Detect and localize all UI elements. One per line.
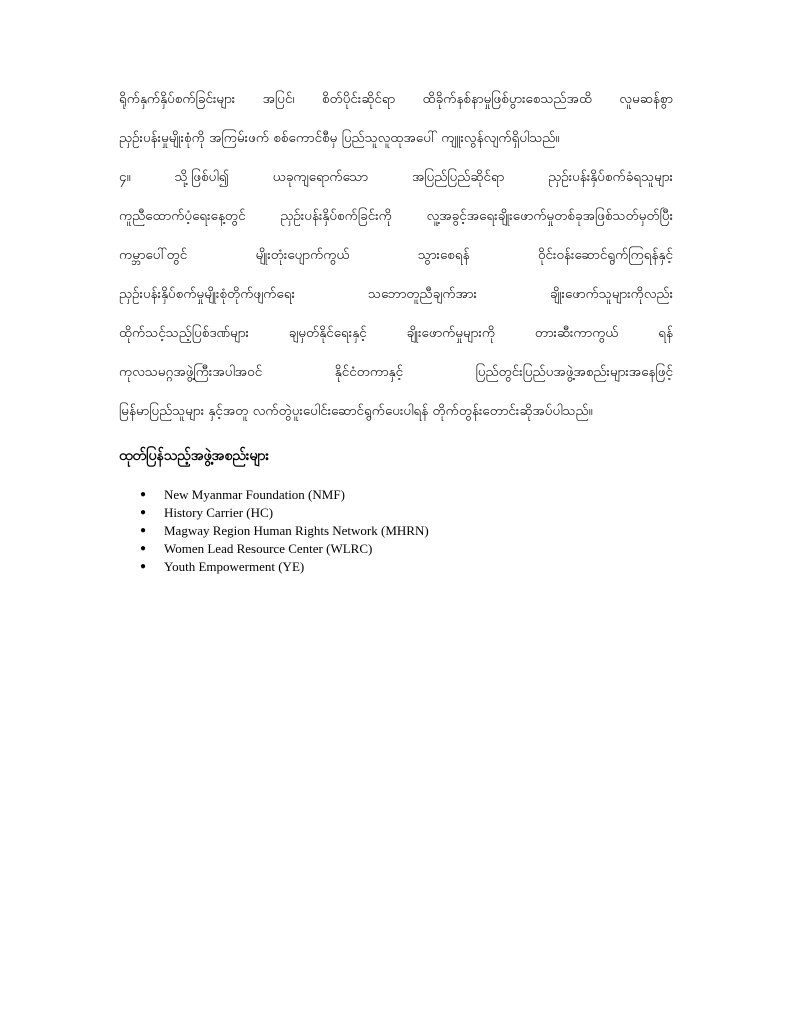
issuing-organizations-heading: ထုတ်ပြန်သည့်အဖွဲ့အစည်းများ xyxy=(119,448,270,464)
organization-list-item xyxy=(140,540,429,558)
paragraph-line xyxy=(119,80,673,119)
organization-list-item xyxy=(140,558,429,576)
paragraph-line xyxy=(119,119,673,158)
bullet-icon: ● xyxy=(140,525,147,536)
organization-name: Women Lead Resource Center (WLRC) xyxy=(164,541,373,556)
bullet-icon: ● xyxy=(140,561,147,572)
paragraph-word: အပြင်၊ xyxy=(262,91,295,107)
organization-name: Magway Region Human Rights Network (MHRN) xyxy=(164,523,429,538)
paragraph-word: ပြည်တွင်းပြည်ပအဖွဲ့အစည်းများအနေဖြင့် xyxy=(475,364,673,380)
paragraph-word: ထိုက်သင့်သည့်ပြစ်ဒဏ်များ xyxy=(119,325,249,341)
organization-name: Youth Empowerment (YE) xyxy=(164,559,305,574)
paragraph-word: ညှဉ်းပန်းနှိပ်စက်မှုမျိုးစုံတိုက်ဖျက်ရေး xyxy=(119,286,296,302)
paragraph-word: စိတ်ပိုင်းဆိုင်ရာ xyxy=(322,91,396,107)
organization-name: History Carrier (HC) xyxy=(164,505,274,520)
paragraph-word: ညှဉ်းပန်းနှိပ်စက်ခံရသူများ xyxy=(548,169,673,185)
paragraph-word: မျိုးတုံးပျောက်ကွယ် xyxy=(255,247,350,263)
paragraph-word: သွားစေရန် xyxy=(417,247,470,263)
paragraph-word: ကမ္ဘာပေါ်တွင် xyxy=(119,247,188,263)
paragraph-line xyxy=(119,275,673,314)
paragraph-word: တားဆီးကာကွယ် xyxy=(534,325,619,341)
paragraph-line xyxy=(119,392,673,431)
paragraph-line xyxy=(119,197,673,236)
paragraph-word: ရန် xyxy=(658,325,673,341)
bullet-icon: ● xyxy=(140,507,147,518)
paragraph-word: ကုလသမဂ္ဂအဖွဲ့ကြီးအပါအဝင် xyxy=(119,364,263,380)
paragraph-word: အပြည်ပြည်ဆိုင်ရာ xyxy=(411,169,505,185)
paragraph-word: ရိုက်နှက်နှိပ်စက်ခြင်းများ xyxy=(119,91,236,107)
paragraph-line xyxy=(119,236,673,275)
paragraph-word: ဝိုင်းဝန်းဆောင်ရွက်ကြရန်နှင့် xyxy=(537,247,673,263)
paragraph-word: ချိုးဖောက်သူများကိုလည်း xyxy=(549,286,673,302)
organization-list xyxy=(140,486,429,576)
paragraph-line xyxy=(119,314,673,353)
statement-paragraph xyxy=(119,80,673,431)
paragraph-word: ချိုးဖောက်မှုများကို xyxy=(406,325,496,341)
paragraph-word: ချမှတ်နိုင်ရေးနှင့် xyxy=(288,325,367,341)
bullet-icon: ● xyxy=(140,489,147,500)
paragraph-word: လူမဆန်စွာ xyxy=(619,91,673,107)
paragraph-word: ညှဉ်းပန်းမှုမျိုးစုံကို အကြမ်းဖက် စစ်ကောင်စီမှ ပြည်သူလူထုအပေါ် ကျူးလွန်လျက်ရှိပါသည်။ xyxy=(119,130,560,146)
paragraph-word: လူ့အခွင့်အရေးချိုးဖောက်မှုတစ်ခုအဖြစ်သတ်မှတ်ပြီး xyxy=(426,208,673,224)
organization-list-item xyxy=(140,522,429,540)
paragraph-line xyxy=(119,158,673,197)
organization-name: New Myanmar Foundation (NMF) xyxy=(164,487,345,502)
paragraph-word: ယခုကျရောက်သော xyxy=(272,169,369,185)
paragraph-line xyxy=(119,353,673,392)
organization-list-item xyxy=(140,504,429,522)
bullet-icon: ● xyxy=(140,543,147,554)
paragraph-word: ထိခိုက်နစ်နာမှုဖြစ်ပွားစေသည်အထိ xyxy=(422,91,593,107)
paragraph-word: ညှဉ်းပန်းနှိပ်စက်ခြင်းကို xyxy=(280,208,392,224)
paragraph-word: ၄။ xyxy=(119,169,131,185)
paragraph-word: သဘောတူညီချက်အား xyxy=(367,286,477,302)
paragraph-word: မြန်မာပြည်သူများ နှင့်အတူ လက်တွဲပူးပေါင်းဆောင်ရွက်ပေးပါရန် တိုက်တွန်းတောင်းဆိုအပ်ပါသည်။ xyxy=(119,403,593,419)
paragraph-word: ကူညီထောက်ပံ့ရေးနေ့တွင် xyxy=(119,208,246,224)
organization-list-item xyxy=(140,486,429,504)
paragraph-word: သို့ဖြစ်ပါ၍ xyxy=(174,169,229,185)
paragraph-word: နိုင်ငံတကာနှင့် xyxy=(334,364,404,380)
